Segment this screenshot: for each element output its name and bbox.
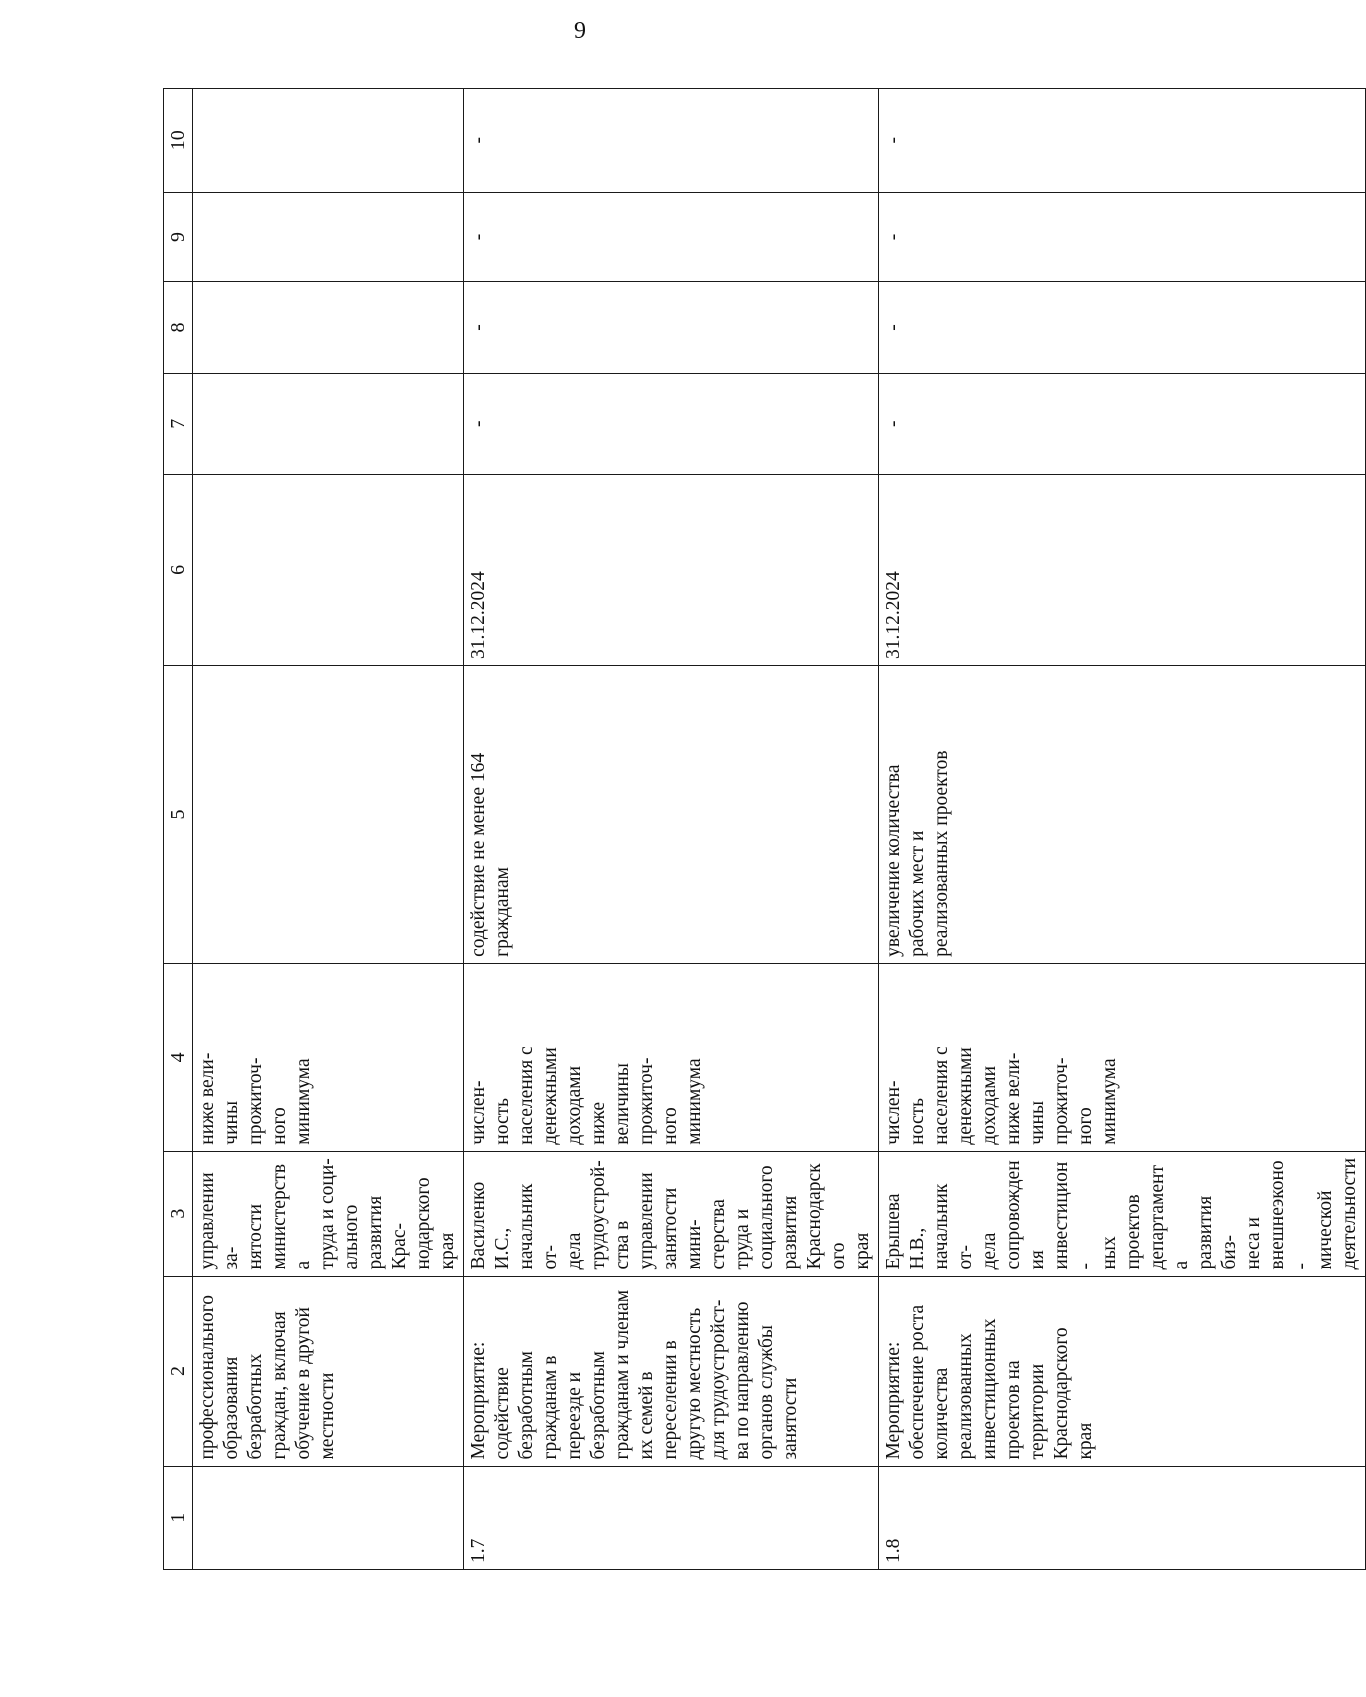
col7-cell: - bbox=[464, 373, 879, 474]
header-row bbox=[164, 89, 193, 1570]
responsible-cell: Василенко И.С., начальник от- дела трудоустрой- ства в управлении занятости мини- стерства труда и социального развития Краснодарского края bbox=[464, 1151, 879, 1276]
header-cell: 10 bbox=[164, 89, 193, 193]
result-cell: увеличение количества рабочих мест и реализованных проектов bbox=[879, 665, 1366, 963]
header-cell: 3 bbox=[164, 1151, 193, 1276]
col10-cell: - bbox=[879, 89, 1366, 193]
date-cell: 31.12.2024 bbox=[464, 474, 879, 665]
measure-cell: Мероприятие: содействие безработным гражданам в переезде и безработным гражданам и членам их семей в переселении в другую местность для трудоустройст- ва по направлению органов службы занятости bbox=[464, 1276, 879, 1466]
header-cell: 7 bbox=[164, 373, 193, 474]
col10-cell bbox=[193, 89, 464, 193]
result-cell bbox=[193, 665, 464, 963]
responsible-cell: управлении за- нятости министерства труда и соци- ального развития Крас- нодарского края bbox=[193, 1151, 464, 1276]
col8-cell: - bbox=[879, 282, 1366, 373]
rotated-table-container bbox=[163, 88, 1360, 1570]
header-cell: 2 bbox=[164, 1276, 193, 1466]
col8-cell: - bbox=[464, 282, 879, 373]
result-cell: содействие не менее 164 гражданам bbox=[464, 665, 879, 963]
header-cell: 8 bbox=[164, 282, 193, 373]
table-row bbox=[879, 89, 1366, 1570]
measure-cell: профессионального образования безработных граждан, включая обучение в другой местности bbox=[193, 1276, 464, 1466]
row-number-cell bbox=[193, 1466, 464, 1569]
header-cell: 1 bbox=[164, 1466, 193, 1569]
header-cell: 6 bbox=[164, 474, 193, 665]
date-cell: 31.12.2024 bbox=[879, 474, 1366, 665]
header-cell: 4 bbox=[164, 963, 193, 1151]
col9-cell bbox=[193, 192, 464, 282]
header-cell: 5 bbox=[164, 665, 193, 963]
page-number: 9 bbox=[574, 18, 586, 44]
plan-table bbox=[163, 88, 1366, 1570]
indicator-cell: числен- ность населения с денежными доходами ниже величины прожиточ- ного минимума bbox=[464, 963, 879, 1151]
col9-cell: - bbox=[879, 192, 1366, 282]
table-row bbox=[193, 89, 464, 1570]
header-cell: 9 bbox=[164, 192, 193, 282]
indicator-cell: числен- ность населения с денежными доходами ниже вели- чины прожиточ- ного минимума bbox=[879, 963, 1366, 1151]
col7-cell bbox=[193, 373, 464, 474]
col9-cell: - bbox=[464, 192, 879, 282]
col10-cell: - bbox=[464, 89, 879, 193]
date-cell bbox=[193, 474, 464, 665]
table-row bbox=[464, 89, 879, 1570]
indicator-cell: ниже вели- чины прожиточ- ного минимума bbox=[193, 963, 464, 1151]
row-number-cell: 1.8 bbox=[879, 1466, 1366, 1569]
col7-cell: - bbox=[879, 373, 1366, 474]
responsible-cell: Ерышева Н.В., начальник от- дела сопровождения инвестицион- ных проектов департамента развития биз- неса и внешнеэконо- мической деятельности bbox=[879, 1151, 1366, 1276]
row-number-cell: 1.7 bbox=[464, 1466, 879, 1569]
measure-cell: Мероприятие: обеспечение роста количества реализованных инвестиционных проектов на территории Краснодарского края bbox=[879, 1276, 1366, 1466]
col8-cell bbox=[193, 282, 464, 373]
